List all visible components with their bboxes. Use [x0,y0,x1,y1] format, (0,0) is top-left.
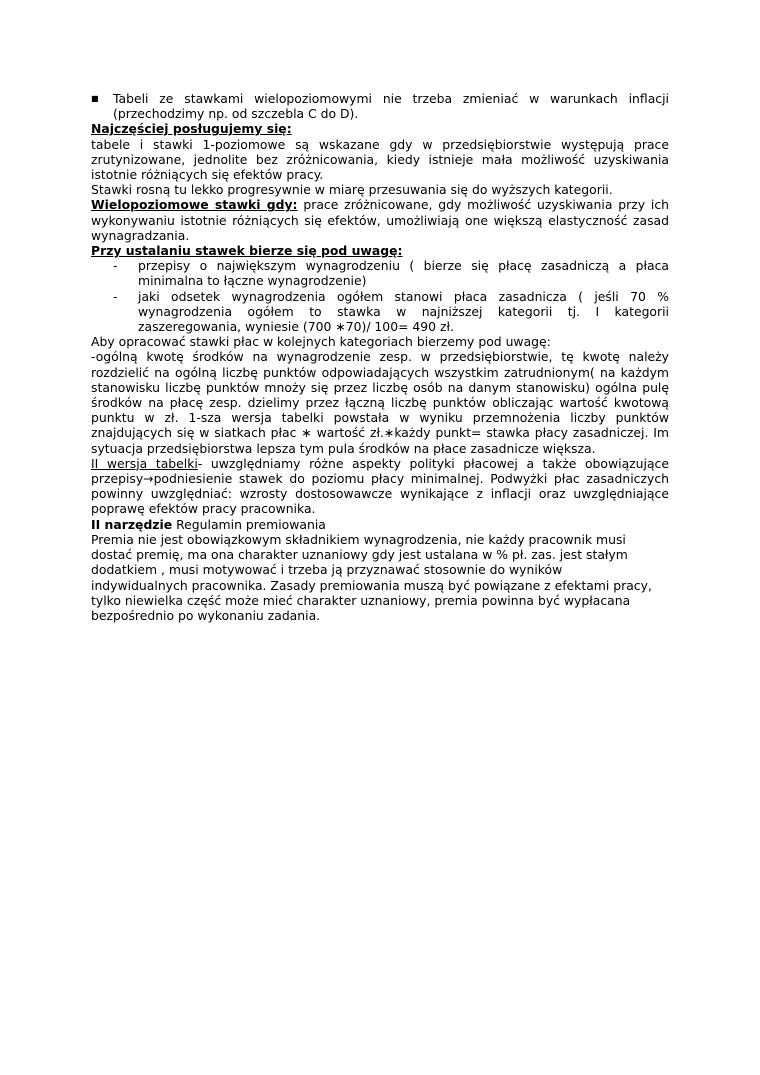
paragraph-text: - uwzględniamy różne aspekty polityki płacowej a także obowiązujące przepisy→podniesienie stawek do poziomu płacy minimalnej. Podwyżki płac zasadniczych powinny uwzględniać: wzrosty dostosowawcze wynikające z inflacji oraz uwzględniające poprawę efektów pracy pracownika. [91,455,669,517]
dash-marker: - [113,288,118,304]
paragraph-rate-preparation: Aby opracować stawki płac w kolejnych kategoriach bierzemy pod uwagę: [91,334,551,350]
text-line: bezpośrednio po wykonaniu zadania. [91,607,321,623]
paragraph-second-tool [91,517,669,532]
text-line: dostać premię, ma ona charakter uznaniowy gdy jest ustalana w % pł. zas. jest stałym [91,547,628,563]
paragraph-progressive-rates: Stawki rosną tu lekko progresywnie w miarę przesuwania się do wyższych kategorii. [91,182,613,198]
text-line: Premia nie jest obowiązkowym składnikiem wynagrodzenia, nie każdy pracownik musi [91,531,626,547]
list-item-text: przepisy o największym wynagrodzeniu ( bierze się płacę zasadniczą a płaca minimalna to łączne wynagrodzenie) [138,258,669,289]
paragraph-single-level-rates: tabele i stawki 1-poziomowe są wskazane gdy w przedsiębiorstwie występują prace zrutynizowane, jednolite bez zróżnicowania, kiedy istnieje mała możliwość uzyskiwania istotnie różniących się efektów pracy. [91,136,669,183]
inline-heading-multi-level: Wielopoziomowe stawki gdy: [91,197,298,213]
list-item-text: jaki odsetek wynagrodzenia ogółem stanowi płaca zasadnicza ( jeśli 70 % wynagrodzenia ogółem to stawka w najniższej kategorii tj. I kategorii zaszeregowania, wyniesie (700 ∗70)/ 100= 490 zł. [138,288,669,335]
text-line: tylko niewielka część może mieć charakter uznaniowy, premia powinna być wypłacana [91,592,631,608]
section-heading-most-used: Najczęściej posługujemy się: [91,121,292,137]
bullet-marker: ■ [91,94,99,103]
list-item [91,289,669,335]
inline-heading-second-tool: II narzędzie [91,516,173,532]
paragraph-bonus [91,532,669,623]
paragraph-multi-level-rates [91,197,669,243]
dash-marker: - [113,258,118,274]
paragraph-funds-distribution: -ogólną kwotę środków na wynagrodzenie zesp. w przedsiębiorstwie, tę kwotę należy rozdzielić na ogólną liczbę punktów odpowiadających wszystkim zatrudnionym( na każdym stanowisku liczbę punktów mnoży się przez liczbę osób na danym stanowisku) ogólna pulę środków na płacę zesp. dzielimy przez łączną liczbę punktów obliczając wartość kwotową punktu w zł. 1-sza wersja tabelki powstała w wyniku przemnożenia liczby punktów znajdujących się w siatkach płac ∗ wartość zł.∗każdy punkt= stawka płacy zasadniczej. Im sytuacja przedsiębiorstwa lepsza tym pula środków na płace zasadnicze większa. [91,349,669,456]
paragraph-text: prace zróżnicowane, gdy możliwość uzyskiwania przy ich wykonywaniu istotnie różniących się efektów, umożliwiają one większą elastyczność zasad wynagradzania. [91,197,670,243]
section-heading-rate-criteria: Przy ustalaniu stawek bierze się pod uwagę: [91,243,403,259]
text-line: indywidualnych pracownika. Zasady premiowania muszą być powiązane z efektami pracy, [91,577,652,593]
paragraph-text: Regulamin premiowania [172,516,326,532]
list-item [91,258,669,288]
paragraph-second-table-version [91,456,669,517]
inline-label-second-version: II wersja tabelki [91,455,198,471]
bullet-item [91,91,669,121]
document-page [91,91,669,623]
text-line: dodatkiem , musi motywować i trzeba ją przyznawać stosownie do wyników [91,562,563,578]
bullet-text: Tabeli ze stawkami wielopoziomowymi nie trzeba zmieniać w warunkach inflacji (przechodzimy np. od szczebla C do D). [113,91,669,122]
